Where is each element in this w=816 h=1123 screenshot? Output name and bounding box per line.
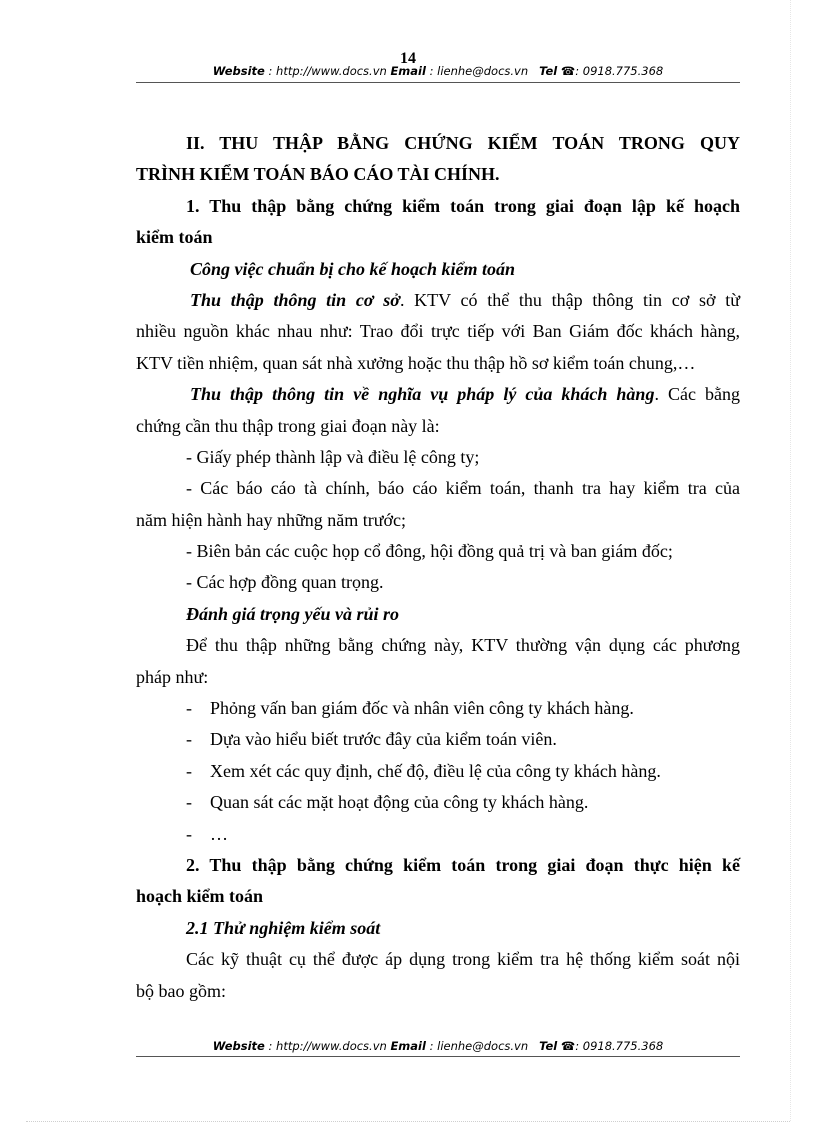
- paragraph-1-line-3: KTV tiền nhiệm, quan sát nhà xưởng hoặc thu thập hồ sơ kiểm toán chung,…: [136, 352, 696, 373]
- list-dash: -: [186, 823, 192, 844]
- subheading-prep: Công việc chuẩn bị cho kế hoạch kiểm toán: [190, 258, 516, 279]
- list-text: …: [210, 823, 228, 844]
- page-footer: [136, 1039, 740, 1053]
- bullet-item: - Biên bản các cuộc họp cổ đông, hội đồng quả trị và ban giám đốc;: [186, 541, 673, 562]
- bullet-item: - Các hợp đồng quan trọng.: [186, 572, 384, 593]
- paragraph-3-line-2: pháp như:: [136, 666, 209, 687]
- tel-value: : 0918.775.368: [575, 1039, 664, 1053]
- list-text: Quan sát các mặt hoạt động của công ty khách hàng.: [210, 792, 589, 813]
- list-text: Dựa vào hiểu biết trước đây của kiểm toán viên.: [210, 729, 557, 750]
- heading-1: 1. Thu thập bằng chứng kiểm toán trong giai đoạn lập kế hoạch: [186, 195, 740, 216]
- subheading-risk: Đánh giá trọng yếu và rủi ro: [186, 603, 400, 624]
- tel-label: Tel: [539, 64, 558, 78]
- list-dash: -: [186, 698, 192, 719]
- website-label: Website: [212, 1039, 265, 1053]
- paragraph-4-line-1: Các kỹ thuật cụ thể được áp dụng trong kiểm tra hệ thống kiểm soát nội: [186, 949, 740, 970]
- paragraph-3-line-1: Để thu thập những bằng chứng này, KTV thường vận dụng các phương: [186, 635, 740, 656]
- paragraph-2-line-1: [136, 379, 740, 410]
- page-edge-right: [790, 0, 791, 1121]
- paragraph-1-rest: . KTV có thể thu thập thông tin cơ sở từ: [399, 289, 740, 310]
- list-text: Phỏng vấn ban giám đốc và nhân viên công ty khách hàng.: [210, 698, 634, 719]
- list-dash: -: [186, 792, 192, 813]
- heading-2-cont: hoạch kiểm toán: [136, 886, 264, 907]
- paragraph-1-line-2: nhiều nguồn khác nhau như: Trao đổi trực tiếp với Ban Giám đốc khách hàng,: [136, 321, 740, 342]
- phone-icon: ☎: [560, 64, 576, 78]
- header-rule: [136, 82, 740, 83]
- section-title-cont: TRÌNH KIỂM TOÁN BÁO CÁO TÀI CHÍNH.: [136, 164, 500, 185]
- email-label: Email: [390, 1039, 426, 1053]
- page-header: [136, 64, 740, 78]
- footer-rule: [136, 1056, 740, 1057]
- list-item: [136, 693, 740, 724]
- paragraph-2-rest: . Các bằng: [654, 384, 740, 405]
- subheading-2-1: 2.1 Thử nghiệm kiểm soát: [186, 917, 381, 938]
- page-edge-bottom: [26, 1121, 790, 1122]
- website-value: : http://www.docs.vn: [268, 1039, 387, 1053]
- list-item: [136, 724, 740, 755]
- list-item: [136, 819, 740, 850]
- list-item: [136, 756, 740, 787]
- tel-label: Tel: [539, 1039, 558, 1053]
- paragraph-1-line-1: [136, 285, 740, 316]
- email-value: : lienhe@docs.vn: [429, 1039, 529, 1053]
- tel-value: : 0918.775.368: [575, 64, 664, 78]
- heading-2: 2. Thu thập bằng chứng kiểm toán trong giai đoạn thực hiện kế: [186, 854, 740, 875]
- website-label: Website: [212, 64, 265, 78]
- document-body: [136, 128, 740, 1007]
- bullet-item: - Các báo cáo tà chính, báo cáo kiểm toán, thanh tra hay kiểm tra của: [186, 478, 740, 499]
- paragraph-1-lead: Thu thập thông tin cơ sở: [190, 289, 400, 310]
- paragraph-2-line-2: chứng cần thu thập trong giai đoạn này là:: [136, 415, 440, 436]
- bullet-item: - Giấy phép thành lập và điều lệ công ty;: [186, 446, 480, 467]
- list-dash: -: [186, 760, 192, 781]
- section-title: II. THU THẬP BẰNG CHỨNG KIỂM TOÁN TRONG QUY: [186, 133, 740, 153]
- list-dash: -: [186, 729, 192, 750]
- list-text: Xem xét các quy định, chế độ, điều lệ của công ty khách hàng.: [210, 760, 661, 781]
- paragraph-4-line-2: bộ bao gồm:: [136, 980, 226, 1001]
- paragraph-2-lead: Thu thập thông tin về nghĩa vụ pháp lý của khách hàng: [190, 384, 655, 405]
- website-value: : http://www.docs.vn: [268, 64, 387, 78]
- heading-1-cont: kiểm toán: [136, 227, 213, 248]
- list-item: [136, 787, 740, 818]
- page-number: 14: [400, 50, 416, 67]
- email-label: Email: [390, 64, 426, 78]
- phone-icon: ☎: [560, 1039, 576, 1053]
- bullet-item-cont: năm hiện hành hay những năm trước;: [136, 509, 406, 530]
- email-value: : lienhe@docs.vn: [429, 64, 529, 78]
